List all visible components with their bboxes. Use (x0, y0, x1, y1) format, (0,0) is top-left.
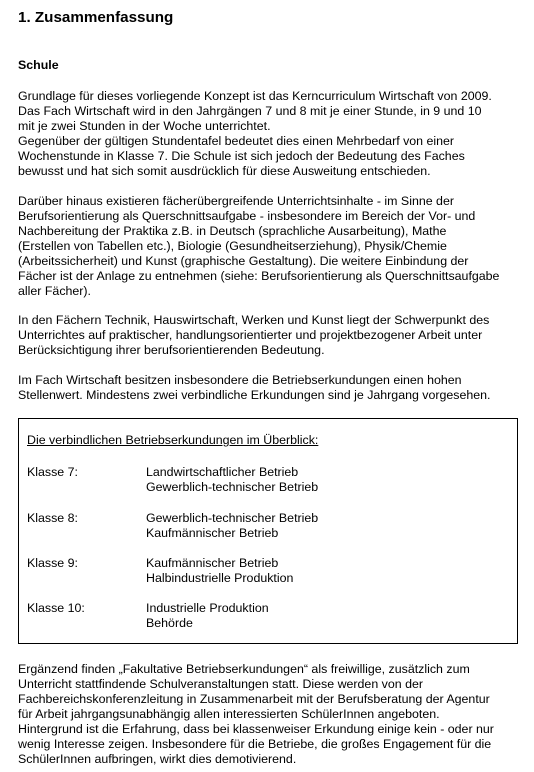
text-line: Grundlage für dieses vorliegende Konzept ist das Kerncurriculum Wirtschaft von 2009. (18, 89, 492, 103)
paragraph-company-visits (18, 373, 491, 403)
grade-label: Klasse 9: (27, 556, 78, 570)
visit-list (146, 556, 293, 586)
text-line: Gegenüber der gültigen Stundentafel bedeutet dies einen Mehrbedarf von einer (18, 134, 455, 148)
text-line: wenig Interesse zeigen. Insbesondere für die Betriebe, die großes Engagement für die (18, 737, 492, 751)
overview-box (18, 418, 518, 644)
text-line: (Arbeitssicherheit) und Kunst (graphische Gestaltung). Die weitere Einbindung der (18, 254, 469, 268)
visit-item: Landwirtschaftlicher Betrieb (146, 465, 299, 479)
text-line: SchülerInnen aufbringen, wirkt dies demotivierend. (18, 752, 297, 766)
text-line: Hintergrund ist die Erfahrung, dass bei klassenweiser Erkundung einige kein - oder nur (18, 722, 494, 736)
paragraph-cross-subject (18, 194, 499, 299)
paragraph-optional-visits (18, 662, 494, 767)
visit-item: Gewerblich-technischer Betrieb (146, 480, 319, 494)
text-line: für Arbeit jahrgangsunabhängig allen interessierten SchülerInnen angeboten. (18, 707, 440, 721)
text-line: Nachbereitung der Praktika z.B. in Deutsch (sprachliche Ausarbeitung), Mathe (18, 224, 447, 238)
grade-label: Klasse 8: (27, 511, 78, 525)
grade-label: Klasse 10: (27, 601, 85, 615)
text-line: In den Fächern Technik, Hauswirtschaft, Werken und Kunst liegt der Schwerpunkt des (18, 313, 490, 327)
paragraph-curriculum (18, 89, 492, 179)
text-line: Ergänzend finden „Fakultative Betriebserkundungen“ als freiwillige, zusätzlich zum (18, 662, 470, 676)
text-line: Im Fach Wirtschaft besitzen insbesondere die Betriebserkundungen einen hohen (18, 373, 462, 387)
visit-item: Industrielle Produktion (146, 601, 269, 615)
visit-item: Halbindustrielle Produktion (146, 571, 294, 585)
text-line: Stellenwert. Mindestens zwei verbindliche Erkundungen sind je Jahrgang vorgesehen. (18, 388, 491, 402)
subsection-heading: Schule (18, 58, 59, 72)
text-line: Fächer ist der Anlage zu entnehmen (siehe: Berufsorientierung als Querschnittsaufgabe (18, 269, 500, 283)
text-line: mit je zwei Stunden in der Woche unterrichtet. (18, 119, 271, 133)
text-line: Das Fach Wirtschaft wird in den Jahrgängen 7 und 8 mit je einer Stunde, in 9 und 10 (18, 104, 482, 118)
text-line: Fachbereichskonferenzleitung in Zusammenarbeit mit der Berufsberatung der Agentur (18, 692, 490, 706)
text-line: Wochenstunde in Klasse 7. Die Schule ist sich jedoch der Bedeutung des Faches (18, 149, 465, 163)
text-line: bewusst und hat sich somit ausdrücklich für diese Ausweitung entschieden. (18, 164, 431, 178)
paragraph-practical-subjects (18, 313, 489, 358)
text-line: Darüber hinaus existieren fächerübergreifende Unterrichtsinhalte - im Sinne der (18, 194, 454, 208)
section-heading: 1. Zusammenfassung (18, 9, 174, 26)
visit-list (146, 465, 318, 495)
visit-list (146, 511, 318, 541)
visit-item: Gewerblich-technischer Betrieb (146, 511, 319, 525)
visit-item: Kaufmännischer Betrieb (146, 526, 279, 540)
text-line: aller Fächer). (18, 284, 91, 298)
text-line: Berücksichtigung ihrer berufsorientierenden Bedeutung. (18, 343, 325, 357)
grade-label: Klasse 7: (27, 465, 78, 479)
text-line: Unterrichtes auf praktischer, handlungsorientierter und projektbezogener Arbeit unter (18, 328, 483, 342)
visit-item: Kaufmännischer Betrieb (146, 556, 279, 570)
text-line: Unterricht stattfindende Schulveranstaltungen statt. Diese werden von der (18, 677, 423, 691)
visit-list (146, 601, 269, 631)
visit-item: Behörde (146, 616, 193, 630)
text-line: Berufsorientierung als Querschnittsaufgabe - insbesondere im Bereich der Vor- und (18, 209, 476, 223)
overview-title: Die verbindlichen Betriebserkundungen im Überblick: (27, 433, 319, 447)
text-line: (Erstellen von Tabellen etc.), Biologie (Gesundheitserziehung), Physik/Chemie (18, 239, 447, 253)
